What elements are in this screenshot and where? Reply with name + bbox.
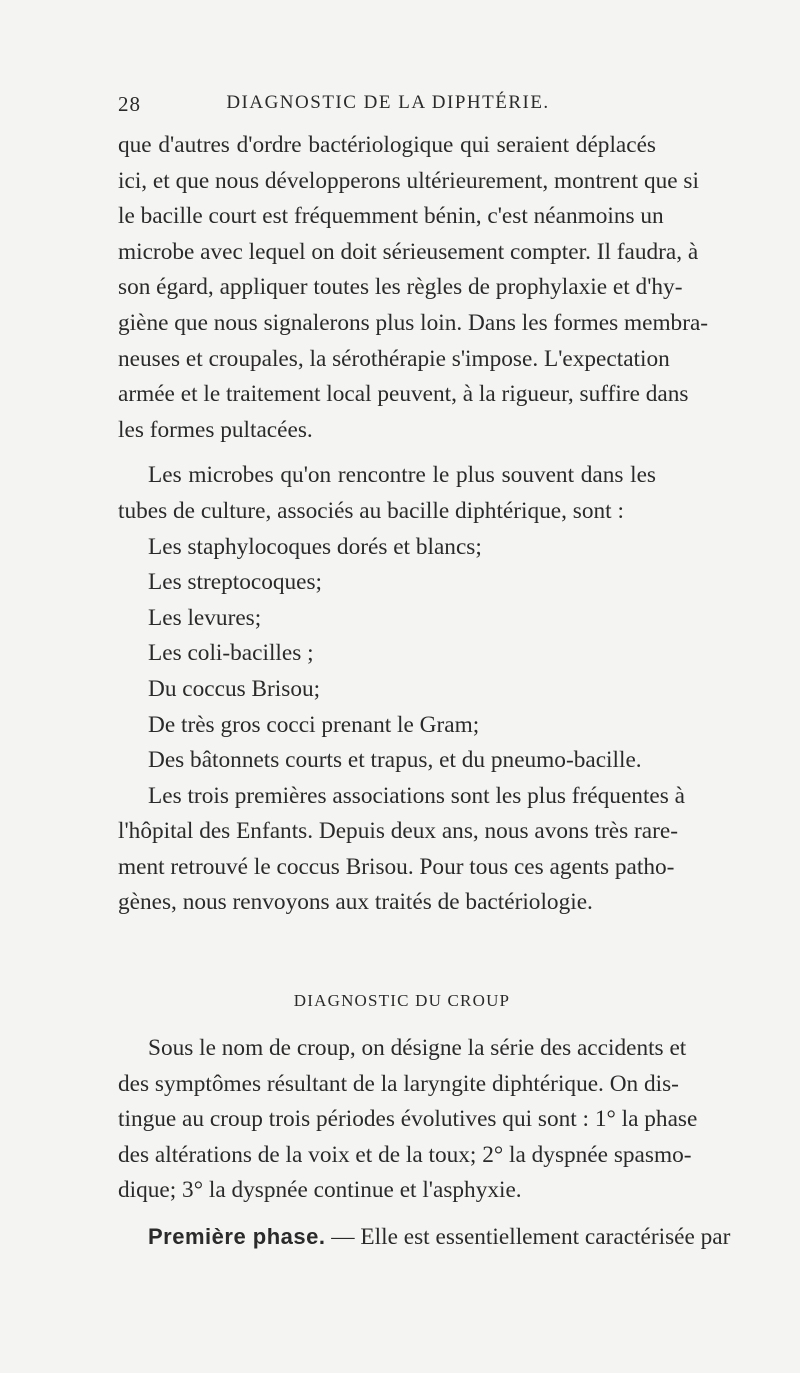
paragraph-microbes-intro <box>118 458 656 529</box>
section-title: DIAGNOSTIC DU CROUP <box>293 991 511 1011</box>
text-line: neuses et croupales, la sérothérapie s'impose. L'expectation <box>118 345 670 372</box>
paragraph-associations <box>118 779 685 921</box>
paragraph-continuation <box>118 128 709 448</box>
lead-text: — Elle est essentiellement caractérisée par <box>325 1224 731 1251</box>
text-line: l'hôpital des Enfants. Depuis deux ans, nous avons très rare- <box>118 818 678 845</box>
text-line: des altérations de la voix et de la toux; 2° la dyspnée spasmo- <box>118 1141 692 1168</box>
text-line: giène que nous signalerons plus loin. Dans les formes membra- <box>118 309 709 336</box>
list-item: Les levures; <box>148 604 262 631</box>
list-item: Les staphylocoques dorés et blancs; <box>148 533 482 560</box>
text-line: des symptômes résultant de la laryngite diphtérique. On dis- <box>118 1070 679 1097</box>
text-line: dique; 3° la dyspnée continue et l'asphyxie. <box>118 1177 522 1204</box>
text-line: Les trois premières associations sont les plus fréquentes à <box>148 782 685 809</box>
text-line: armée et le traitement local peuvent, à la rigueur, suffire dans <box>118 381 689 408</box>
page-number: 28 <box>118 92 141 116</box>
list-item: Des bâtonnets courts et trapus, et du pneumo-bacille. <box>148 747 642 774</box>
running-title: DIAGNOSTIC DE LA DIPHTÉRIE. <box>226 92 550 113</box>
lead-heading: Première phase. <box>148 1224 326 1250</box>
text-line: ment retrouvé le coccus Brisou. Pour tous ces agents patho- <box>118 853 675 880</box>
microbe-list <box>118 530 656 779</box>
text-line: le bacille court est fréquemment bénin, c'est néanmoins un <box>118 203 664 230</box>
list-item: Les coli-bacilles ; <box>148 640 314 667</box>
text-line: que d'autres d'ordre bactériologique qui seraient déplacés <box>118 132 656 158</box>
lead-paragraph <box>118 1219 731 1256</box>
paragraph-croup <box>118 1031 698 1209</box>
page-header <box>118 92 658 118</box>
text-line: microbe avec lequel on doit sérieusement compter. Il faudra, à <box>118 238 699 265</box>
list-item: Les streptocoques; <box>148 569 323 596</box>
text-line: Sous le nom de croup, on désigne la série des accidents et <box>148 1035 687 1062</box>
text-line: ici, et que nous développerons ultérieurement, montrent que si <box>118 167 699 194</box>
text-line: son égard, appliquer toutes les règles de prophylaxie et d'hy- <box>118 274 683 301</box>
text-line: les formes pultacées. <box>118 416 313 443</box>
list-item: De très gros cocci prenant le Gram; <box>148 711 480 738</box>
page-body <box>118 128 731 1256</box>
list-item: Du coccus Brisou; <box>148 675 321 702</box>
text-line: Les microbes qu'on rencontre le plus souvent dans les <box>148 462 656 489</box>
text-line: tingue au croup trois périodes évolutives qui sont : 1° la phase <box>118 1106 698 1133</box>
text-line: gènes, nous renvoyons aux traités de bactériologie. <box>118 889 593 916</box>
text-line: tubes de culture, associés au bacille diphtérique, sont : <box>118 497 624 524</box>
